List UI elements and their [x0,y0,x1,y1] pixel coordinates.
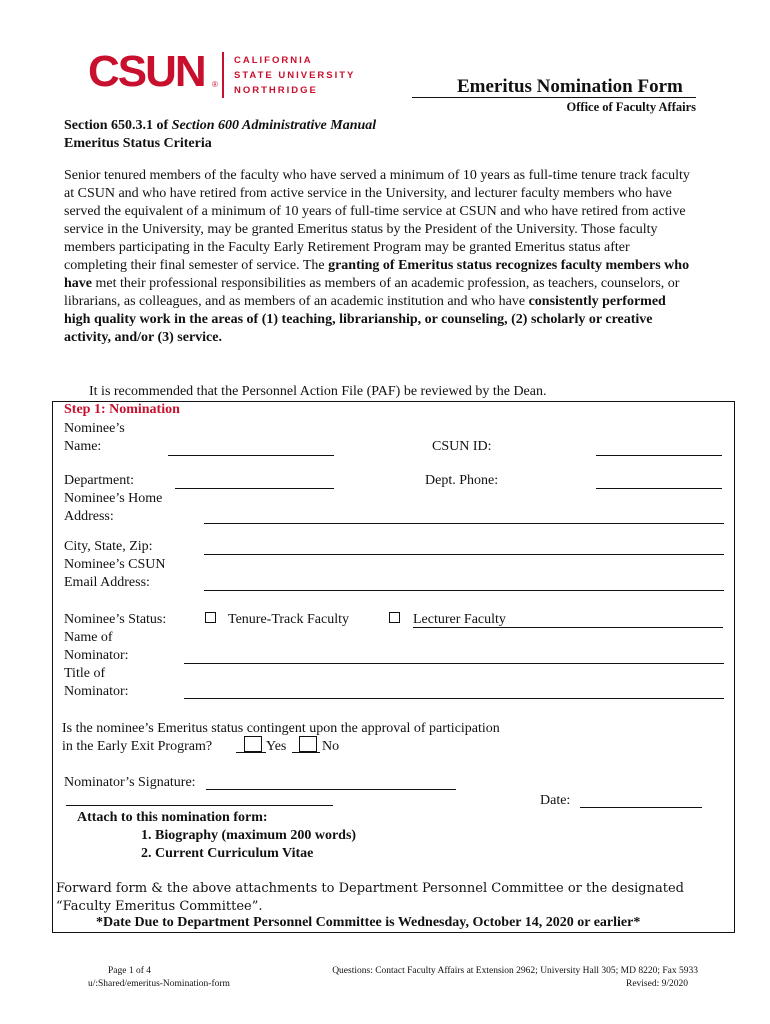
status-underline [413,627,723,628]
title-underline [412,97,696,98]
criteria-paragraph [64,167,694,347]
tenure-track-label: Tenure-Track Faculty [228,612,349,627]
criteria-bold-1: granting of Emeritus status recognizes faculty members who have [64,258,690,291]
email-label-2: Email Address: [64,575,150,590]
csun-id-field[interactable] [596,455,722,456]
section-heading [64,117,376,153]
city-state-zip-label: City, State, Zip: [64,539,153,554]
lecturer-checkbox[interactable] [389,612,400,623]
criteria-part-1: Senior tenured members of the faculty who have served a minimum of 10 years as full-time tenure track faculty at CSUN and who have retired from active service in the University, and lecturer faculty members who have served the equivalent of a minimum of 10 years of full-time service at CSUN and who have retired from active service in the University, may be granted Emeritus status by the President of the University. Those faculty members participating in the Faculty Early Retirement Program may be granted Emeritus status after completing their final semester of service. The [64,168,690,273]
name-field[interactable] [168,455,334,456]
yes-underline [236,752,266,753]
early-exit-yes-checkbox[interactable] [244,736,262,752]
nominator-title-label-2: Nominator: [64,684,129,699]
section-manual: Section 600 Administrative Manual [171,118,377,133]
logo-line-1: CALIFORNIA [234,55,313,66]
nominator-title-field[interactable] [184,698,724,699]
step-heading: Step 1: Nomination [64,402,180,417]
city-state-zip-field[interactable] [204,554,724,555]
yes-label: Yes [266,739,287,754]
footer-page: Page 1 of 4 [108,966,152,976]
attach-item-2: 2. Current Curriculum Vitae [141,846,314,861]
dept-phone-field[interactable] [596,488,722,489]
logo-line-3: NORTHRIDGE [234,85,318,96]
criteria-heading: Emeritus Status Criteria [64,136,212,151]
lecturer-label: Lecturer Faculty [413,612,506,627]
home-address-label-1: Nominee’s Home [64,491,163,506]
office-name: Office of Faculty Affairs [566,100,696,114]
name-label: Name: [64,439,102,454]
home-address-label-2: Address: [64,509,114,524]
logo-line-2: STATE UNIVERSITY [234,70,356,81]
logo-divider [222,52,224,98]
no-label: No [322,739,340,754]
logo-wordmark: CSUN [88,47,205,96]
tenure-track-checkbox[interactable] [205,612,216,623]
nominator-name-field[interactable] [184,663,724,664]
nominator-title-label-1: Title of [64,666,106,681]
criteria-bold-2: consistently performed high quality work in the areas of (1) teaching, librarianship, or counseling, (2) scholarly or creative activity, and/or (3) service. [64,294,666,345]
forward-instructions: Forward form & the above attachments to Department Personnel Committee or the designated “Faculty Emeritus Committee”. [56,881,684,914]
attach-heading: Attach to this nomination form: [77,810,268,825]
early-exit-question-1: Is the nominee’s Emeritus status contingent upon the approval of participation [62,721,500,736]
email-label-1: Nominee’s CSUN [64,557,166,572]
date-field[interactable] [580,807,702,808]
signature-line-2[interactable] [66,805,333,806]
attach-item-1: 1. Biography (maximum 200 words) [141,828,357,843]
csun-id-label: CSUN ID: [432,439,492,454]
dept-phone-label: Dept. Phone: [425,473,499,488]
recommendation-text: It is recommended that the Personnel Action File (PAF) be reviewed by the Dean. [89,384,547,399]
signature-label: Nominator’s Signature: [64,775,196,790]
department-label: Department: [64,473,134,488]
early-exit-no-checkbox[interactable] [299,736,317,752]
due-date-notice: *Date Due to Department Personnel Committee is Wednesday, October 14, 2020 or earlier* [96,915,641,930]
signature-field[interactable] [206,789,456,790]
logo-registered-mark: ® [212,80,218,89]
nominator-name-label-1: Name of [64,630,113,645]
footer-revised: Revised: 9/2020 [625,979,688,989]
nominee-label: Nominee’s [64,421,125,436]
email-field[interactable] [204,590,724,591]
footer-questions: Questions: Contact Faculty Affairs at Extension 2962; University Hall 305; MD 8220; Fax 5933 [332,966,698,976]
home-address-field[interactable] [204,523,724,524]
department-field[interactable] [175,488,334,489]
criteria-part-2: met their professional responsibilities as members of an academic profession, as teachers, counselors, or librarians, as colleagues, and as members of an academic institution and who have [64,276,680,309]
early-exit-question-2: in the Early Exit Program? [62,739,213,754]
footer-path: u/:Shared/emeritus-Nomination-form [88,979,230,989]
section-prefix: Section 650.3.1 of [64,118,172,133]
no-underline [292,752,320,753]
date-label: Date: [540,793,571,808]
status-label: Nominee’s Status: [64,612,167,627]
nominator-name-label-2: Nominator: [64,648,129,663]
page-title: Emeritus Nomination Form [457,76,683,97]
